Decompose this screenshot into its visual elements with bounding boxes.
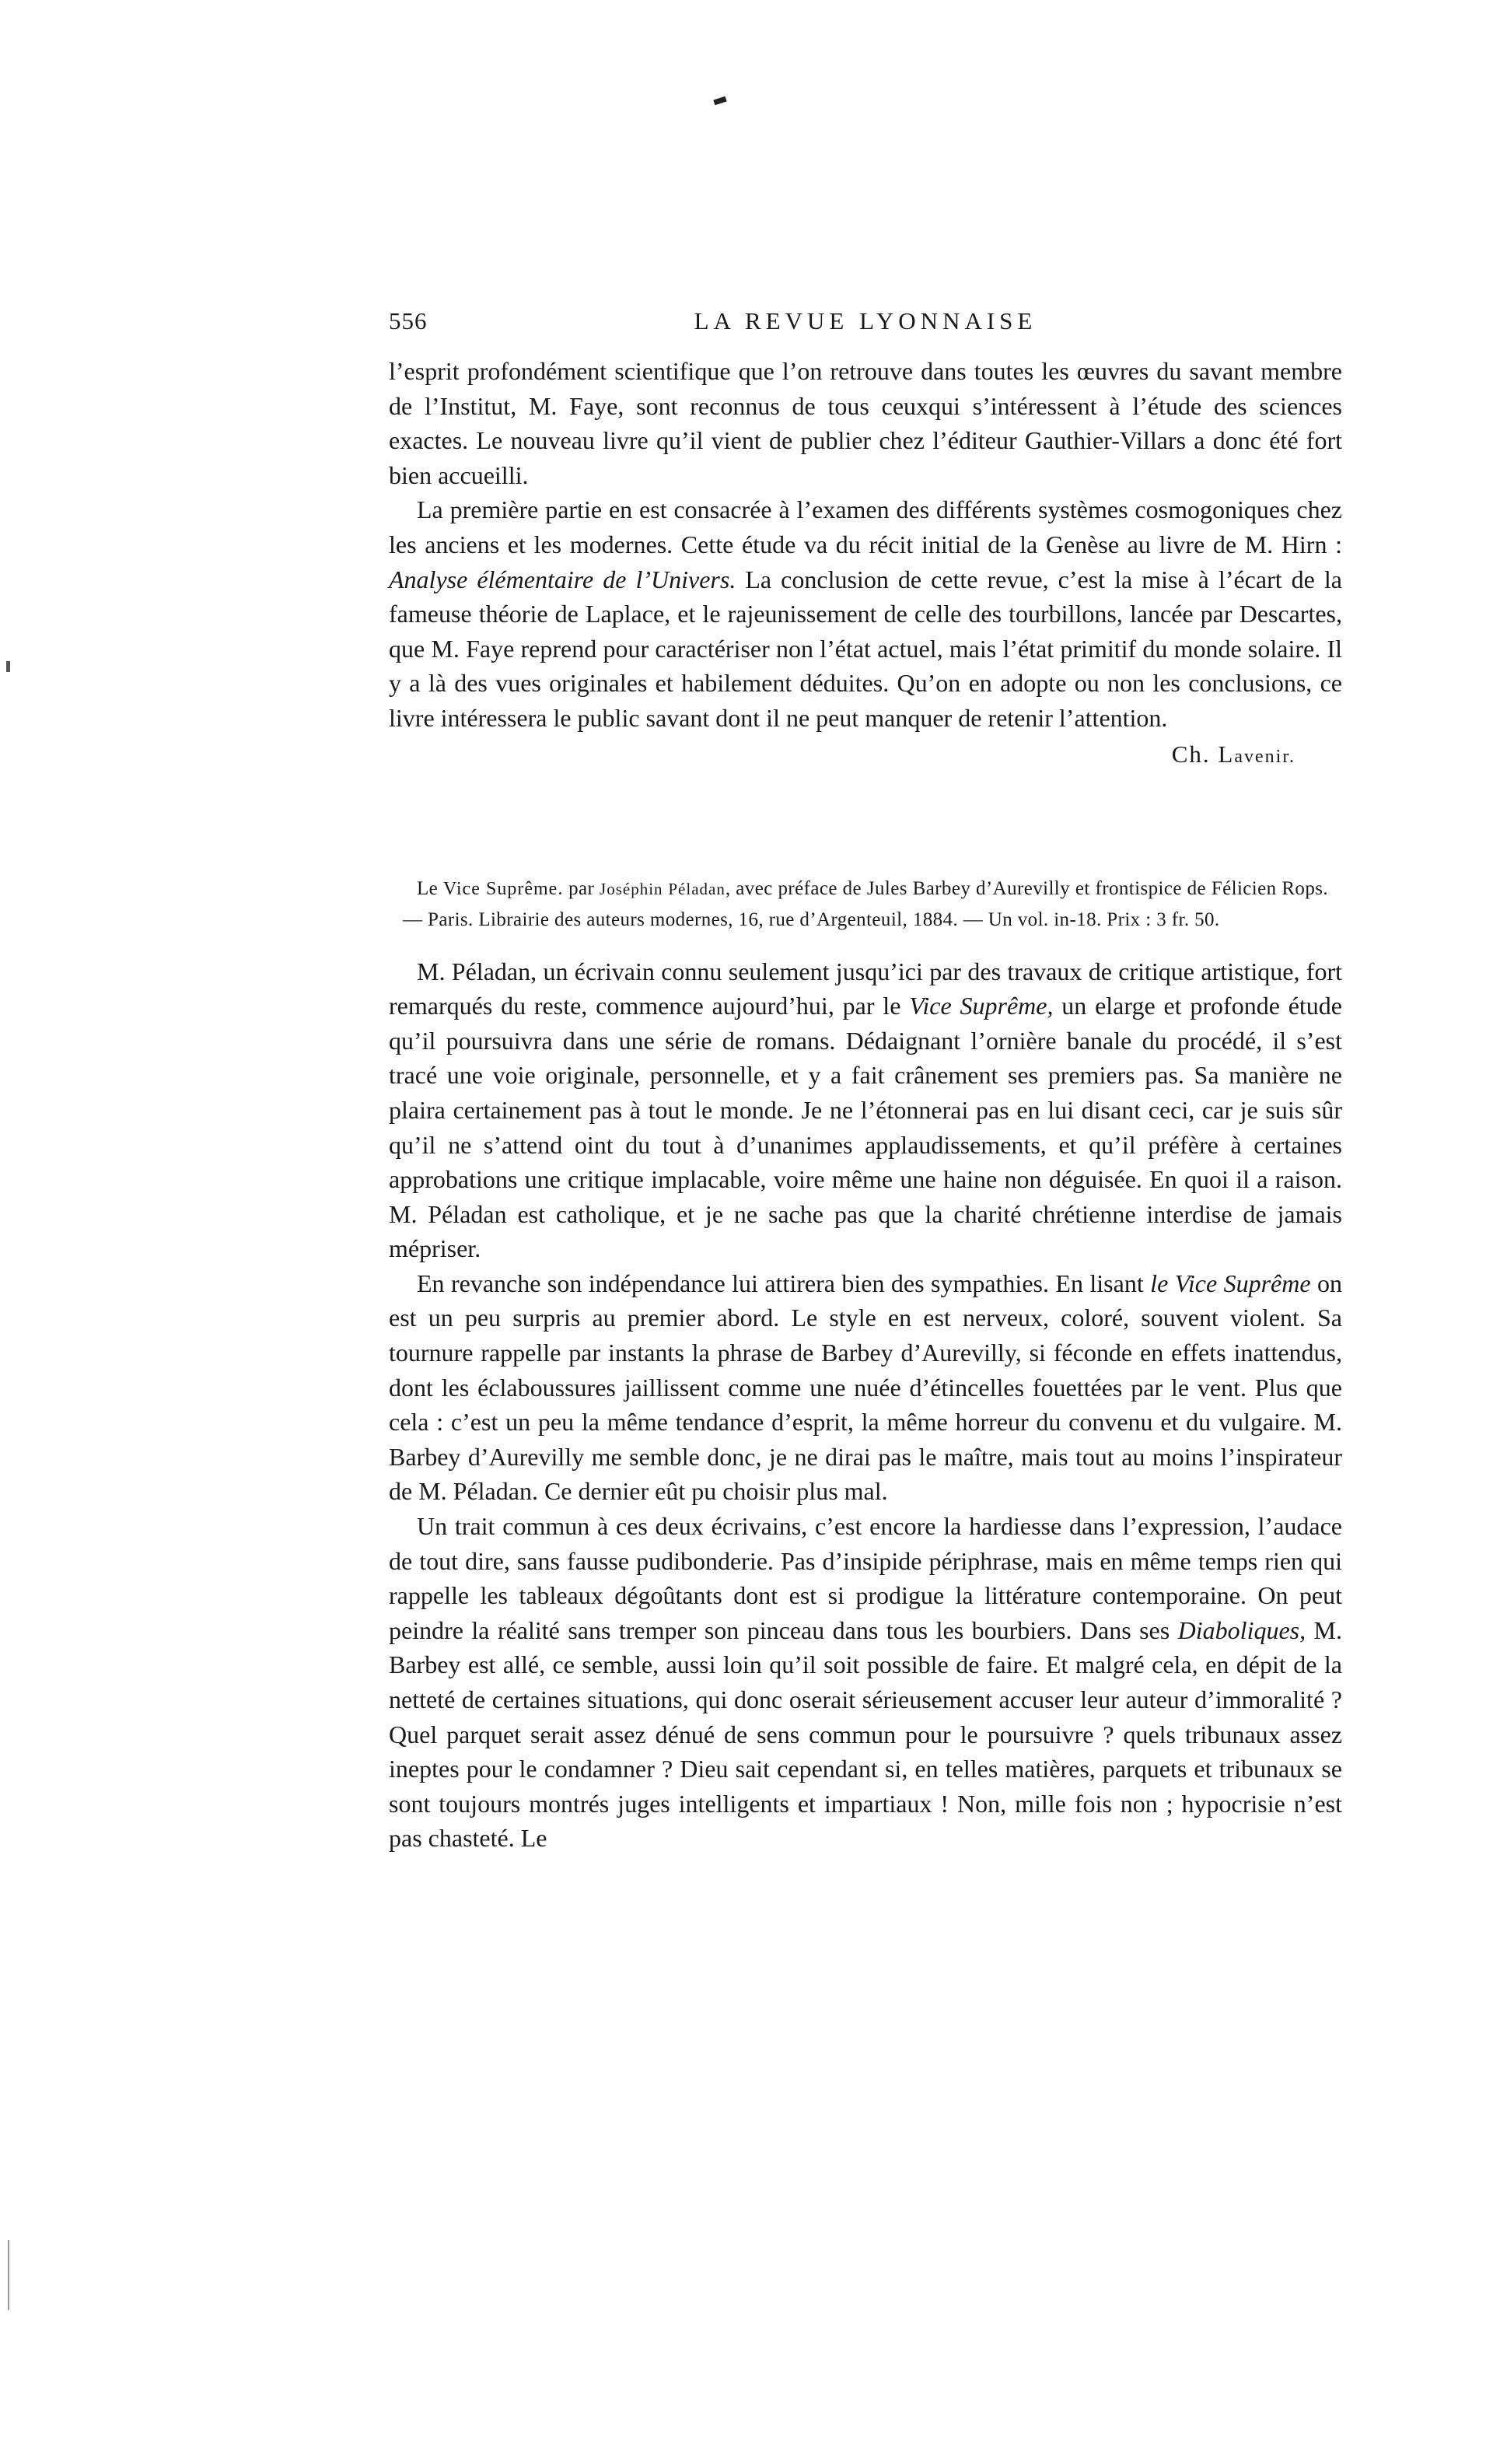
review1-signature: Ch. Lavenir. bbox=[1171, 740, 1295, 768]
author-name: Péladan bbox=[668, 879, 726, 898]
journal-title: LA REVUE LYONNAISE bbox=[694, 307, 1037, 334]
book-title: Vice Suprême. bbox=[442, 878, 564, 899]
review2-bibliographic-header: Le Vice Suprême. par Joséphin Péladan, avec préface de Jules Barbey d’Aurevilly et frontispice de Félicien Rops. — Paris. Librairie des auteurs modernes, 16, rue d’Argenteuil, 1884. — Un vol. in-18. Prix : 3 fr. 50. bbox=[403, 877, 1329, 930]
book-title-italic: Analyse élémentaire de l’Univers. bbox=[389, 565, 736, 593]
page-content bbox=[389, 307, 1342, 1856]
review1-paragraph-2: La première partie en est consacrée à l’examen des différents systèmes cosmogoniques chez les anciens et les modernes. Cette étude va du récit initial de la Genèse au livre de M. Hirn : Analyse élémentaire de l’Univers. La conclusion de cette revue, c’est la mise à l’écart de la fameuse théorie de Laplace, et le rajeunissement de celle des tourbillons, lancée par Descartes, que M. Faye reprend pour caractériser non l’état actuel, mais l’état primitif du monde solaire. Il y a là des vues originales et habilement déduites. Qu’on en adopte ou non les conclusions, ce livre intéressera le public savant dont il ne peut manquer de retenir l’attention. bbox=[389, 495, 1343, 732]
page-number: 556 bbox=[389, 307, 428, 334]
review2-paragraph-2: En revanche son indépendance lui attirera bien des sympathies. En lisant le Vice Suprême on est un peu surpris au premier abord. Le style en est nerveux, coloré, souvent violent. Sa tournure rappelle par instants la phrase de Barbey d’Aurevilly, si féconde en effets inattendus, dont les éclaboussures jaillissent comme une nuée d’étincelles fouettées par le vent. Plus que cela : c’est un peu la même tendance d’esprit, la même horreur du convenu et du vulgaire. M. Barbey d’Aurevilly me semble donc, je ne dirai pas le maître, mais tout au moins l’inspirateur de M. Péladan. Ce dernier eût pu choisir plus mal. bbox=[389, 1269, 1343, 1506]
review2-paragraph-3: Un trait commun à ces deux écrivains, c’est encore la hardiesse dans l’expression, l’audace de tout dire, sans fausse pudibonderie. Pas d’insipide périphrase, mais en même temps rien qui rappelle les tableaux dégoûtants dont est si prodigue la littérature contemporaine. On peut peindre la réalité sans tremper son pinceau dans tous les bourbiers. Dans ses Diaboliques, M. Barbey est allé, ce semble, aussi loin qu’il soit possible de faire. Et malgré cela, en dépit de la netteté de certaines situations, qui donc oserait sérieusement accuser leur auteur d’immoralité ? Quel parquet serait assez dénué de sens commun pour le poursuivre ? quels tribunaux assez ineptes pour le condamner ? Dieu sait cependant si, en telles matières, parquets et tribunaux se sont toujours montrés juges intelligents et impartiaux ! Non, mille fois non ; hypocrisie n’est pas chasteté. Le bbox=[389, 1512, 1343, 1853]
running-head bbox=[389, 307, 1342, 354]
review1-paragraph-1: l’esprit profondément scientifique que l’on retrouve dans toutes les œuvres du savant membre de l’Institut, M. Faye, sont reconnus de tous ceuxqui s’intéressent à l’étude des sciences exactes. Le nouveau livre qu’il vient de publier chez l’éditeur Gauthier-Villars a donc été fort bien accueilli. bbox=[389, 357, 1342, 489]
ink-speck bbox=[713, 96, 726, 106]
margin-ink-mark bbox=[6, 661, 10, 672]
margin-ink-mark bbox=[8, 2240, 9, 2310]
review2-paragraph-1: M. Péladan, un écrivain connu seulement jusqu’ici par des travaux de critique artistique, fort remarqués du reste, commence aujourd’hui, par le Vice Suprême, un elarge et profonde étude qu’il poursuivra dans une série de romans. Dédaignant l’ornière banale du procédé, il s’est tracé une voie originale, personnelle, et y a fait crânement ses premiers pas. Sa manière ne plaira certainement pas à tout le monde. Je ne l’étonnerai pas en lui disant ceci, car je suis sûr qu’il ne s’attend oint du tout à d’unanimes applaudissements, et qu’il préfère à certaines approbations une critique implacable, voire même une haine non déguisée. En quoi il a raison. M. Péladan est catholique, et je ne sache pas que la charité chrétienne interdise de jamais mépriser. bbox=[389, 957, 1342, 1263]
